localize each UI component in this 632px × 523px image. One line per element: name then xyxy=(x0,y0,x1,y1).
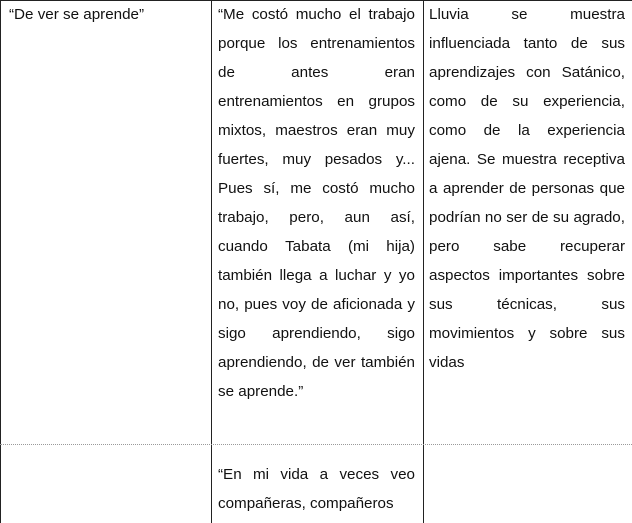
row1-analysis-cell: Lluvia se muestra influenciada tanto de sus aprendizajes con Satánico, como de su experiencia, como de la experiencia ajena. Se muestra receptiva a aprender de personas que podrían no ser de su agrado, pero sabe recuperar aspectos importantes sobre sus técnicas, sus movimientos y sobre sus vidas xyxy=(429,6,625,371)
row2-quote-cell: “En mi vida a veces veo compañeras, compañeros xyxy=(218,466,415,512)
row1-quote-cell: “Me costó mucho el trabajo porque los entrenamientos de antes eran entrenamientos en grupos mixtos, maestros eran muy fuertes, muy pesados y... Pues sí, me costó mucho trabajo, pero, aun así, cuando Tabata (mi hija) también llega a luchar y yo no, pues voy de aficionada y sigo aprendiendo, sigo aprendiendo, de ver también se aprende.” xyxy=(218,6,415,400)
row-divider xyxy=(0,444,632,445)
category-label: “De ver se aprende” xyxy=(9,6,145,23)
row1-category-cell xyxy=(9,0,209,29)
